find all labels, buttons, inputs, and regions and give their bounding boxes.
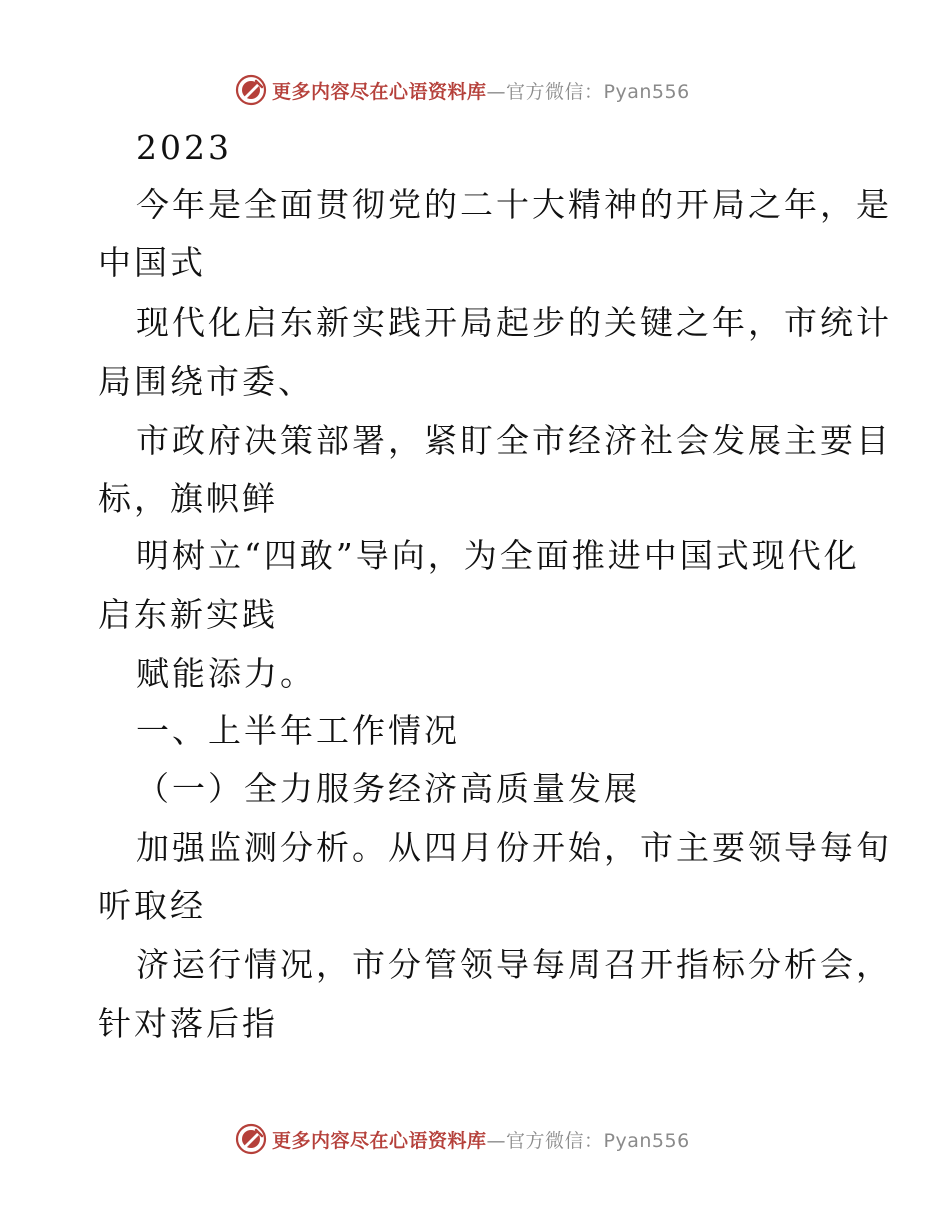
subsection-heading: （一）全力服务经济高质量发展 xyxy=(136,769,640,808)
paragraph-line: 标，旗帜鲜 xyxy=(98,479,278,518)
paragraph-line: 听取经 xyxy=(98,886,206,925)
paragraph-line: 局围绕市委、 xyxy=(98,362,314,401)
paragraph-line: 济运行情况，市分管领导每周召开指标分析会， xyxy=(136,945,892,984)
footer-contact-text: —官方微信：Pyan556 xyxy=(486,1129,690,1152)
paragraph-line: 针对落后指 xyxy=(98,1004,278,1043)
paragraph-line: 现代化启东新实践开局起步的关键之年，市统计 xyxy=(136,303,892,342)
section-heading: 一、上半年工作情况 xyxy=(136,711,460,750)
document-year: 2023 xyxy=(136,128,232,167)
paragraph-line: 市政府决策部署，紧盯全市经济社会发展主要目 xyxy=(136,421,892,460)
paragraph-line: 中国式 xyxy=(98,243,206,282)
paragraph-line: 今年是全面贯彻党的二十大精神的开局之年，是 xyxy=(136,185,892,224)
footer-brand-text: 更多内容尽在心语资料库 xyxy=(272,1129,487,1152)
header-contact-text: —官方微信：Pyan556 xyxy=(486,80,690,103)
paragraph-line: 加强监测分析。从四月份开始，市主要领导每旬 xyxy=(136,828,892,867)
header-brand-text: 更多内容尽在心语资料库 xyxy=(272,80,487,103)
paragraph-line: 明树立“四敢”导向，为全面推进中国式现代化 xyxy=(136,536,860,575)
paragraph-line: 启东新实践 xyxy=(98,595,278,634)
pen-logo-icon xyxy=(234,1122,268,1156)
footer-watermark-banner xyxy=(234,1121,690,1157)
paragraph-line: 赋能添力。 xyxy=(136,654,316,693)
